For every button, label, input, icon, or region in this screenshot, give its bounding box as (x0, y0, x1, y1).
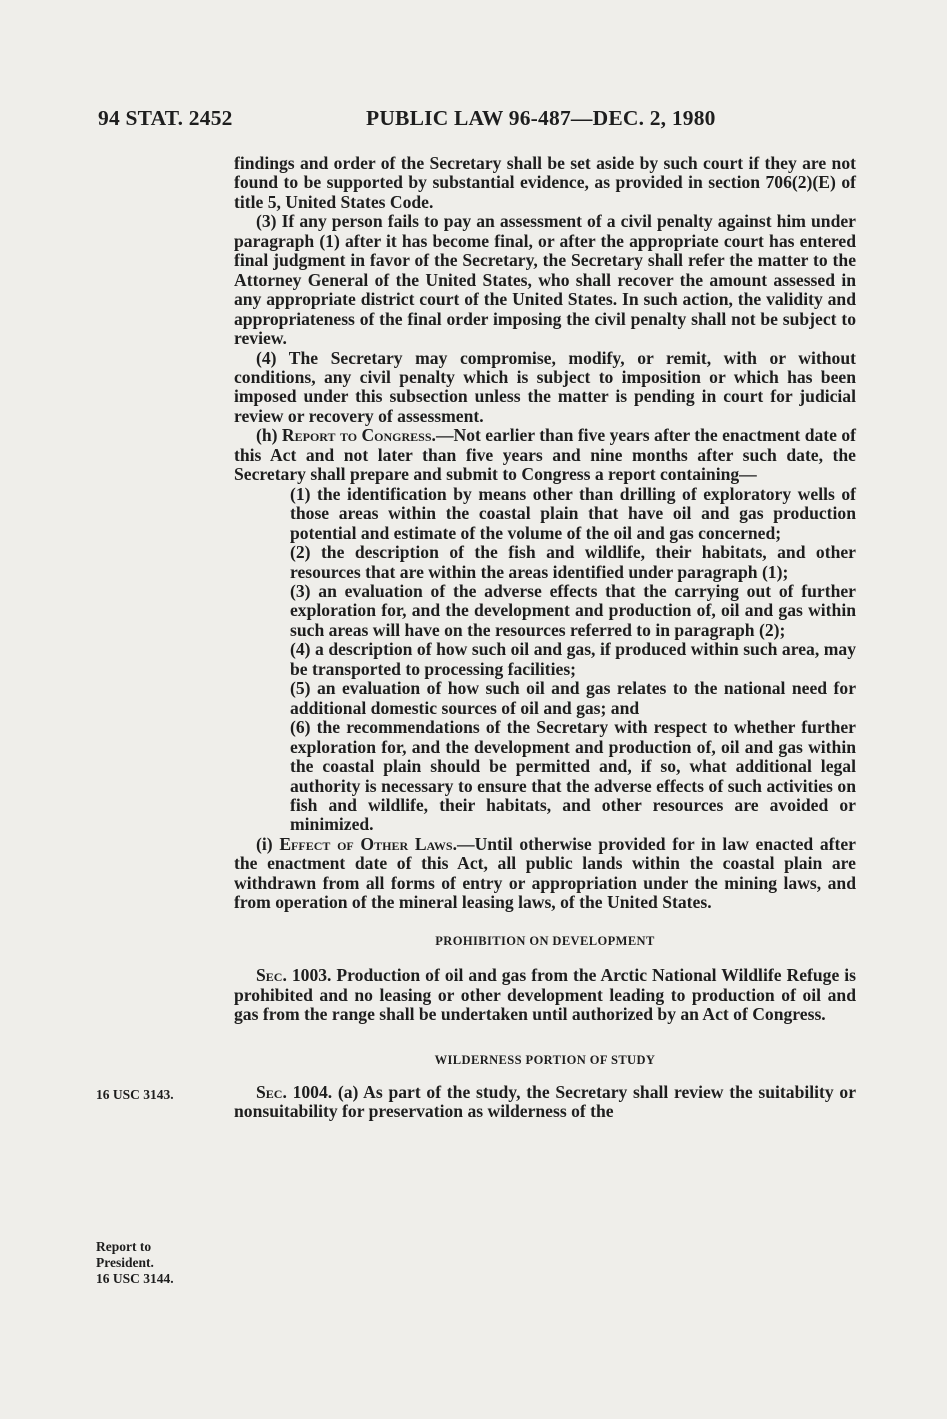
subsection-h (234, 426, 856, 484)
h-item-3: (3) an evaluation of the adverse effects that the carrying out of further exploration for, and the development and production of, oil and gas within such areas will have on the resources referred to in paragraph (2); (290, 580, 856, 640)
paragraph-g3: (3) If any person fails to pay an assessment of a civil penalty against him under paragraph (1) after it has become final, or after the appropriate court has entered final judgment in favor of the Secretary, the Secretary shall refer the matter to the Attorney General of the United States, who shall recover the amount assessed in any appropriate district court of the United States. In such action, the validity and appropriateness of the final order imposing the civil penalty shall not be subject to review. (234, 211, 856, 349)
h-item-4: (4) a description of how such oil and gas, if produced within such area, may be transported to processing facilities; (290, 639, 856, 679)
margin-note-report (96, 1239, 174, 1287)
subsection-h-caption: Report to Congress. (281, 425, 436, 446)
subsection-i-prefix: (i) (256, 833, 280, 854)
body-text (234, 154, 856, 1122)
margin-note-line: Report to (96, 1239, 152, 1254)
heading-prohibition-on-development: PROHIBITION ON DEVELOPMENT (435, 933, 655, 948)
paragraph-findings: findings and order of the Secretary shall be set aside by such court if they are not found to be supported by substantial evidence, as provided in section 706(2)(E) of title 5, United States Code. (234, 153, 856, 212)
margin-note-line: 16 USC 3144. (96, 1271, 174, 1286)
subsection-i-caption: Effect of Other Laws. (279, 833, 457, 854)
margin-note-line: President. (96, 1255, 154, 1270)
section-1003-label: Sec. 1003. (256, 965, 332, 986)
law-title-header: PUBLIC LAW 96-487—DEC. 2, 1980 (366, 106, 716, 130)
h-item-5: (5) an evaluation of how such oil and gas relates to the national need for additional domestic sources of oil and gas; and (290, 678, 856, 718)
section-1004-text: (a) As part of the study, the Secretary shall review the suitability or nonsuitability for preservation as wilderness of the (234, 1081, 857, 1122)
statute-page-number: 94 STAT. 2452 (98, 106, 233, 130)
subsection-h-prefix: (h) (256, 425, 282, 446)
section-1003 (234, 966, 856, 1024)
subsection-i-text: —Until otherwise provided for in law enacted after the enactment date of this Act, all public lands within the coastal plain are withdrawn from all forms of entry or appropriation under the mining laws, and from operation of the mineral leasing laws, of the United States. (234, 833, 856, 913)
h-item-1: (1) the identification by means other than drilling of exploratory wells of those areas within the coastal plain that have oil and gas production potential and estimate of the volume of the oil and gas concerned; (290, 483, 856, 543)
section-1003-text: Production of oil and gas from the Arctic National Wildlife Refuge is prohibited and no leasing or other development leading to production of oil and gas from the range shall be undertaken until authorized by an Act of Congress. (234, 965, 856, 1025)
section-1004 (234, 1083, 856, 1122)
paragraph-g4: (4) The Secretary may compromise, modify, or remit, with or without conditions, any civil penalty which is subject to imposition or which has been imposed under this subsection unless the matter is pending in court for judicial review or recovery of assessment. (234, 347, 856, 426)
subsection-h-text: —Not earlier than five years after the enactment date of this Act and not later than five years and nine months after such date, the Secretary shall prepare and submit to Congress a report containing— (234, 425, 857, 485)
h-item-6: (6) the recommendations of the Secretary with respect to whether further exploration for, and the development and production of, oil and gas within the coastal plain should be permitted and, if so, what additional legal authority is necessary to ensure that the adverse effects of such activities on fish and wildlife, their habitats, and other resources are avoided or minimized. (290, 717, 856, 835)
section-1004-label: Sec. 1004. (256, 1081, 333, 1102)
margin-note-usc-3143: 16 USC 3143. (96, 1087, 174, 1102)
heading-wilderness-portion-of-study: WILDERNESS PORTION OF STUDY (434, 1053, 656, 1068)
subsection-i (234, 835, 856, 913)
h-item-2: (2) the description of the fish and wildlife, their habitats, and other resources that are within the areas identified under paragraph (1); (290, 542, 856, 582)
